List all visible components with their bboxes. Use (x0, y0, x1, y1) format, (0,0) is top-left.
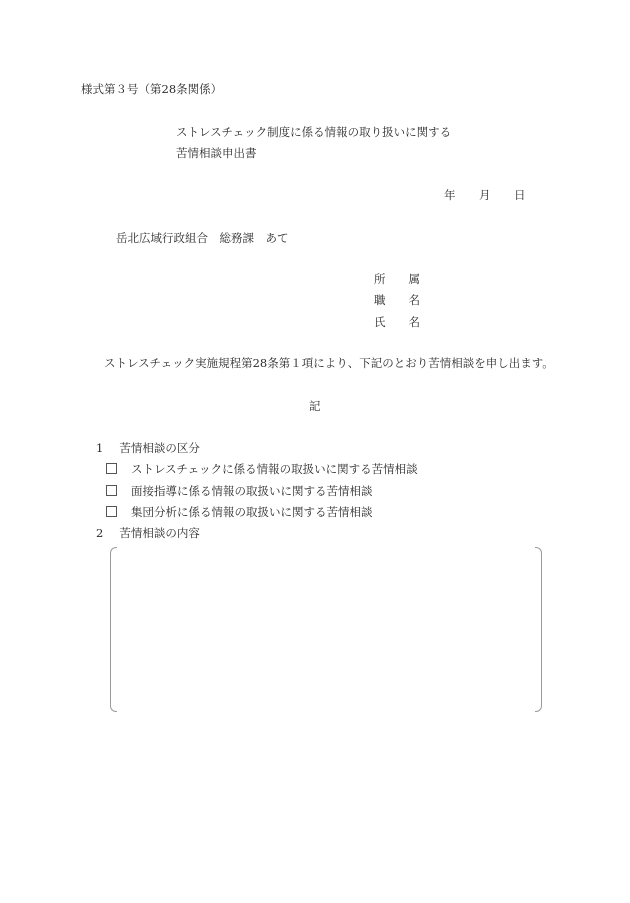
right-bracket (535, 547, 542, 712)
record-heading: 記 (309, 399, 321, 413)
left-bracket (110, 547, 117, 712)
date-day-label: 日 (514, 188, 526, 202)
complaint-content-area[interactable] (120, 550, 530, 707)
addressee: 岳北広域行政組合 総務課 あて (116, 231, 289, 245)
title-line-1: ストレスチェック制度に係る情報の取り扱いに関する (176, 125, 452, 139)
option-label: 集団分析に係る情報の取扱いに関する苦情相談 (131, 505, 373, 519)
option-label: 面接指導に係る情報の取扱いに関する苦情相談 (131, 484, 373, 498)
section-2-heading (96, 526, 200, 540)
section-1-title: 苦情相談の区分 (119, 441, 200, 455)
date-month-label: 月 (479, 188, 491, 202)
option-stress-check[interactable] (106, 462, 418, 476)
section-2-number: 2 (96, 526, 104, 540)
form-number: 様式第３号（第28条関係） (81, 82, 223, 96)
section-1-heading (96, 441, 200, 455)
option-label: ストレスチェックに係る情報の取扱いに関する苦情相談 (131, 462, 418, 476)
option-interview-guidance[interactable] (106, 484, 373, 498)
date-year-label: 年 (444, 188, 456, 202)
checkbox-icon[interactable] (106, 485, 117, 496)
title-line-2: 苦情相談申出書 (176, 146, 257, 160)
option-group-analysis[interactable] (106, 505, 373, 519)
section-1-number: 1 (96, 441, 104, 455)
affiliation-label: 所 属 (374, 272, 420, 286)
name-label: 氏 名 (374, 315, 420, 329)
statement: ストレスチェック実施規程第28条第１項により、下記のとおり苦情相談を申し出ます。 (104, 356, 554, 370)
position-label: 職 名 (374, 293, 420, 307)
section-2-title: 苦情相談の内容 (119, 526, 200, 540)
checkbox-icon[interactable] (106, 506, 117, 517)
checkbox-icon[interactable] (106, 463, 117, 474)
